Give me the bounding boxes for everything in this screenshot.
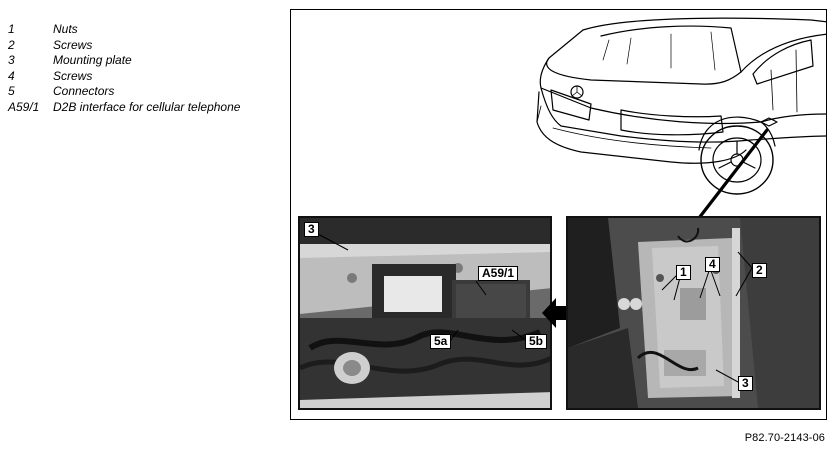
- legend-text: Screws: [53, 37, 93, 52]
- right-photo-image: [568, 218, 819, 408]
- legend-key: A59/1: [8, 99, 40, 114]
- legend-key: 2: [8, 37, 15, 52]
- legend-key: 1: [8, 22, 15, 36]
- legend-item-2: [8, 38, 240, 54]
- callout-5b-connector: 5b: [525, 334, 547, 349]
- callout-4-screws: 4: [705, 257, 720, 272]
- legend-item-a59-1: [8, 100, 240, 116]
- left-photo-mounting-plate: [298, 216, 552, 410]
- legend-item-4: [8, 69, 240, 85]
- callout-3-mounting-plate-right: 3: [738, 376, 753, 391]
- right-photo-installation-location: [566, 216, 821, 410]
- figure-id: P82.70-2143-06: [744, 432, 825, 444]
- legend-text: Screws: [53, 68, 93, 83]
- callout-a59-1-interface: A59/1: [478, 266, 518, 281]
- legend-key: 3: [8, 53, 15, 67]
- legend-key: 5: [8, 84, 15, 98]
- legend-text: D2B interface for cellular telephone: [53, 99, 241, 114]
- left-photo-image: [300, 218, 550, 408]
- callout-5a-connector: 5a: [430, 334, 451, 349]
- legend-text: Connectors: [53, 84, 115, 98]
- callout-1-nuts: 1: [676, 265, 691, 280]
- legend-key: 4: [8, 68, 15, 83]
- legend-item-5: [8, 84, 240, 100]
- legend-item-3: [8, 53, 240, 69]
- legend-item-1: [8, 22, 240, 38]
- legend-text: Mounting plate: [53, 53, 132, 67]
- callout-2-screws: 2: [752, 263, 767, 278]
- legend: [8, 22, 240, 115]
- callout-3-mounting-plate: 3: [304, 222, 319, 237]
- legend-text: Nuts: [53, 22, 78, 36]
